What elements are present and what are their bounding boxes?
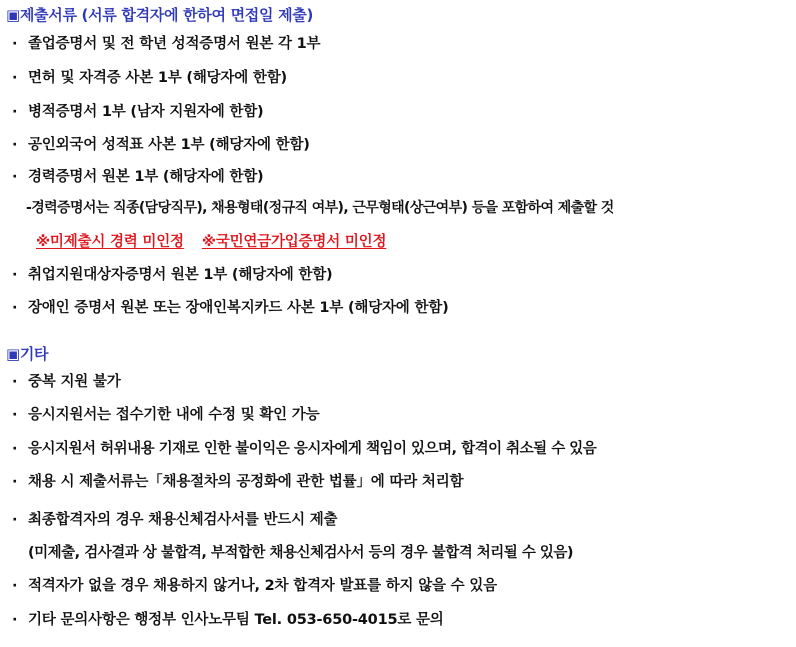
bullet-icon: · [12, 578, 18, 594]
bullet-icon: · [12, 137, 18, 153]
documents-item-text: 경력증명서 원본 1부 (해당자에 한함) [28, 169, 264, 185]
documents-item [12, 32, 320, 53]
bullet-icon: · [12, 300, 18, 316]
other-item-text: 중복 지원 불가 [28, 374, 121, 390]
bullet-icon: · [12, 36, 18, 52]
documents-item [12, 100, 263, 121]
warning-line [36, 230, 404, 251]
other-item [12, 437, 596, 458]
other-heading: ▣기타 [6, 345, 49, 363]
documents-item-text: 취업지원대상자증명서 원본 1부 (해당자에 한함) [28, 267, 333, 283]
documents-item [12, 263, 332, 284]
documents-item-text: 면허 및 자격증 사본 1부 (해당자에 한함) [28, 70, 287, 86]
other-item [12, 574, 497, 595]
other-item [12, 508, 337, 529]
bullet-icon: · [12, 441, 18, 457]
documents-item [12, 66, 287, 87]
other-item-text: 기타 문의사항은 행정부 인사노무팀 Tel. 053-650-4015로 문의 [28, 612, 444, 628]
career-warning: ※미제출시 경력 미인정 [36, 234, 184, 250]
other-item [12, 403, 319, 424]
other-item [12, 470, 463, 491]
documents-item [12, 133, 310, 154]
other-item [12, 608, 444, 629]
other-item-text: 응시지원서 허위내용 기재로 인한 불이익은 응시자에게 책임이 있으며, 합격이 취소될 수 있음 [28, 441, 597, 457]
documents-item [12, 165, 263, 186]
documents-item-text: 공인외국어 성적표 사본 1부 (해당자에 한함) [28, 137, 310, 153]
bullet-icon: · [12, 374, 18, 390]
bullet-icon: · [12, 104, 18, 120]
documents-item-text: 졸업증명서 및 전 학년 성적증명서 원본 각 1부 [28, 36, 321, 52]
other-item-text: 최종합격자의 경우 채용신체검사서를 반드시 제출 [28, 512, 338, 528]
documents-item [12, 296, 449, 317]
pension-warning: ※국민연금가입증명서 미인정 [201, 234, 387, 250]
bullet-icon: · [12, 169, 18, 185]
documents-item-text: 장애인 증명서 원본 또는 장애인복지카드 사본 1부 (해당자에 한함) [28, 300, 449, 316]
bullet-icon: · [12, 612, 18, 628]
documents-heading: ▣제출서류 (서류 합격자에 한하여 면접일 제출) [6, 6, 314, 24]
bullet-icon: · [12, 70, 18, 86]
bullet-icon: · [12, 512, 18, 528]
other-item-text: 적격자가 없을 경우 채용하지 않거나, 2차 합격자 발표를 하지 않을 수 있음 [28, 578, 497, 594]
bullet-icon: · [12, 407, 18, 423]
other-item-text: 채용 시 제출서류는「채용절차의 공정화에 관한 법률」에 따라 처리함 [28, 474, 464, 490]
bullet-icon: · [12, 267, 18, 283]
other-note: (미제출, 검사결과 상 불합격, 부적합한 채용신체검사서 등의 경우 불합격 처리될 수 있음) [28, 545, 574, 561]
other-item [12, 370, 121, 391]
other-item-text: 응시지원서는 접수기한 내에 수정 및 확인 가능 [28, 407, 320, 423]
bullet-icon: · [12, 474, 18, 490]
career-note: -경력증명서는 직종(담당직무), 채용형태(정규직 여부), 근무형태(상근여부) 등을 포함하여 제출할 것 [26, 200, 614, 216]
documents-item-text: 병적증명서 1부 (남자 지원자에 한함) [28, 104, 264, 120]
